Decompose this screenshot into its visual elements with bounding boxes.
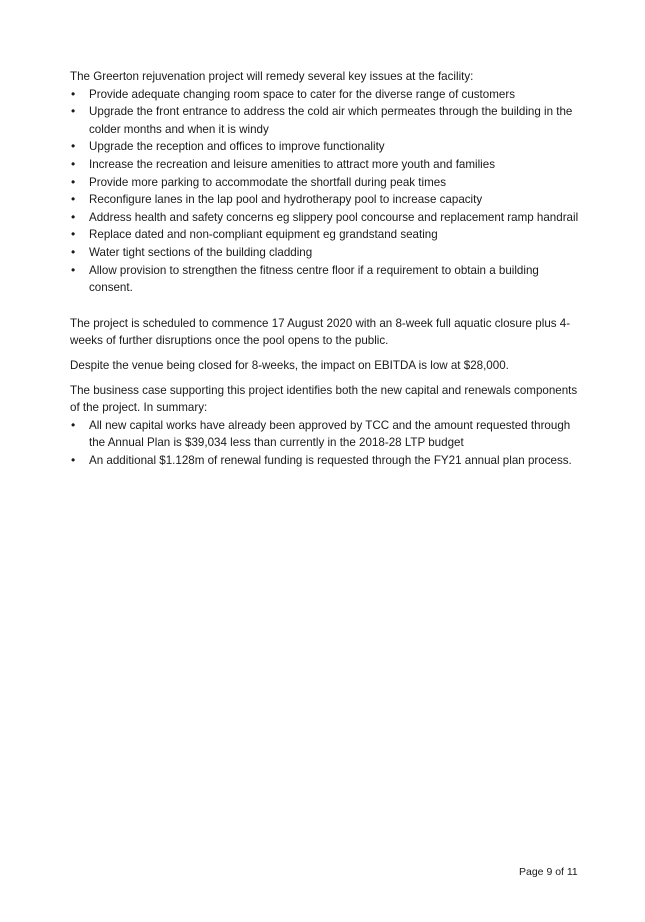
schedule-paragraph: The project is scheduled to commence 17 August 2020 with an 8-week full aquatic closure plus 4-weeks of further disruptions once the pool opens to the public. bbox=[70, 316, 571, 348]
issues-list bbox=[70, 86, 585, 297]
list-item: • Increase the recreation and leisure amenities to attract more youth and families bbox=[70, 156, 585, 174]
list-item: • All new capital works have already been approved by TCC and the amount requested through the Annual Plan is $39,034 less than currently in the 2018-28 LTP budget bbox=[70, 417, 585, 452]
spacer bbox=[70, 350, 585, 357]
list-item: • Allow provision to strengthen the fitness centre floor if a requirement to obtain a building consent. bbox=[70, 262, 585, 297]
spacer bbox=[70, 297, 585, 315]
business-case-paragraph: The business case supporting this project identifies both the new capital and renewals components of the project. In summary: bbox=[70, 383, 578, 415]
intro-paragraph: The Greerton rejuvenation project will remedy several key issues at the facility: bbox=[70, 70, 474, 83]
list-item: • Provide more parking to accommodate the shortfall during peak times bbox=[70, 174, 585, 192]
list-item: • Upgrade the reception and offices to improve functionality bbox=[70, 138, 585, 156]
list-item: • An additional $1.128m of renewal funding is requested through the FY21 annual plan process. bbox=[70, 452, 585, 470]
list-item: • Water tight sections of the building cladding bbox=[70, 244, 585, 262]
list-item: • Address health and safety concerns eg slippery pool concourse and replacement ramp handrail bbox=[70, 209, 585, 227]
page-body bbox=[70, 68, 585, 469]
ebitda-paragraph: Despite the venue being closed for 8-weeks, the impact on EBITDA is low at $28,000. bbox=[70, 358, 509, 372]
summary-list bbox=[70, 417, 585, 470]
list-item: • Reconfigure lanes in the lap pool and hydrotherapy pool to increase capacity bbox=[70, 191, 585, 209]
spacer bbox=[70, 375, 585, 382]
list-item: • Replace dated and non-compliant equipment eg grandstand seating bbox=[70, 226, 585, 244]
list-item: • Provide adequate changing room space to cater for the diverse range of customers bbox=[70, 86, 585, 104]
list-item: • Upgrade the front entrance to address the cold air which permeates through the building in the colder months and when it is windy bbox=[70, 103, 585, 138]
page-number: Page 9 of 11 bbox=[519, 866, 578, 878]
